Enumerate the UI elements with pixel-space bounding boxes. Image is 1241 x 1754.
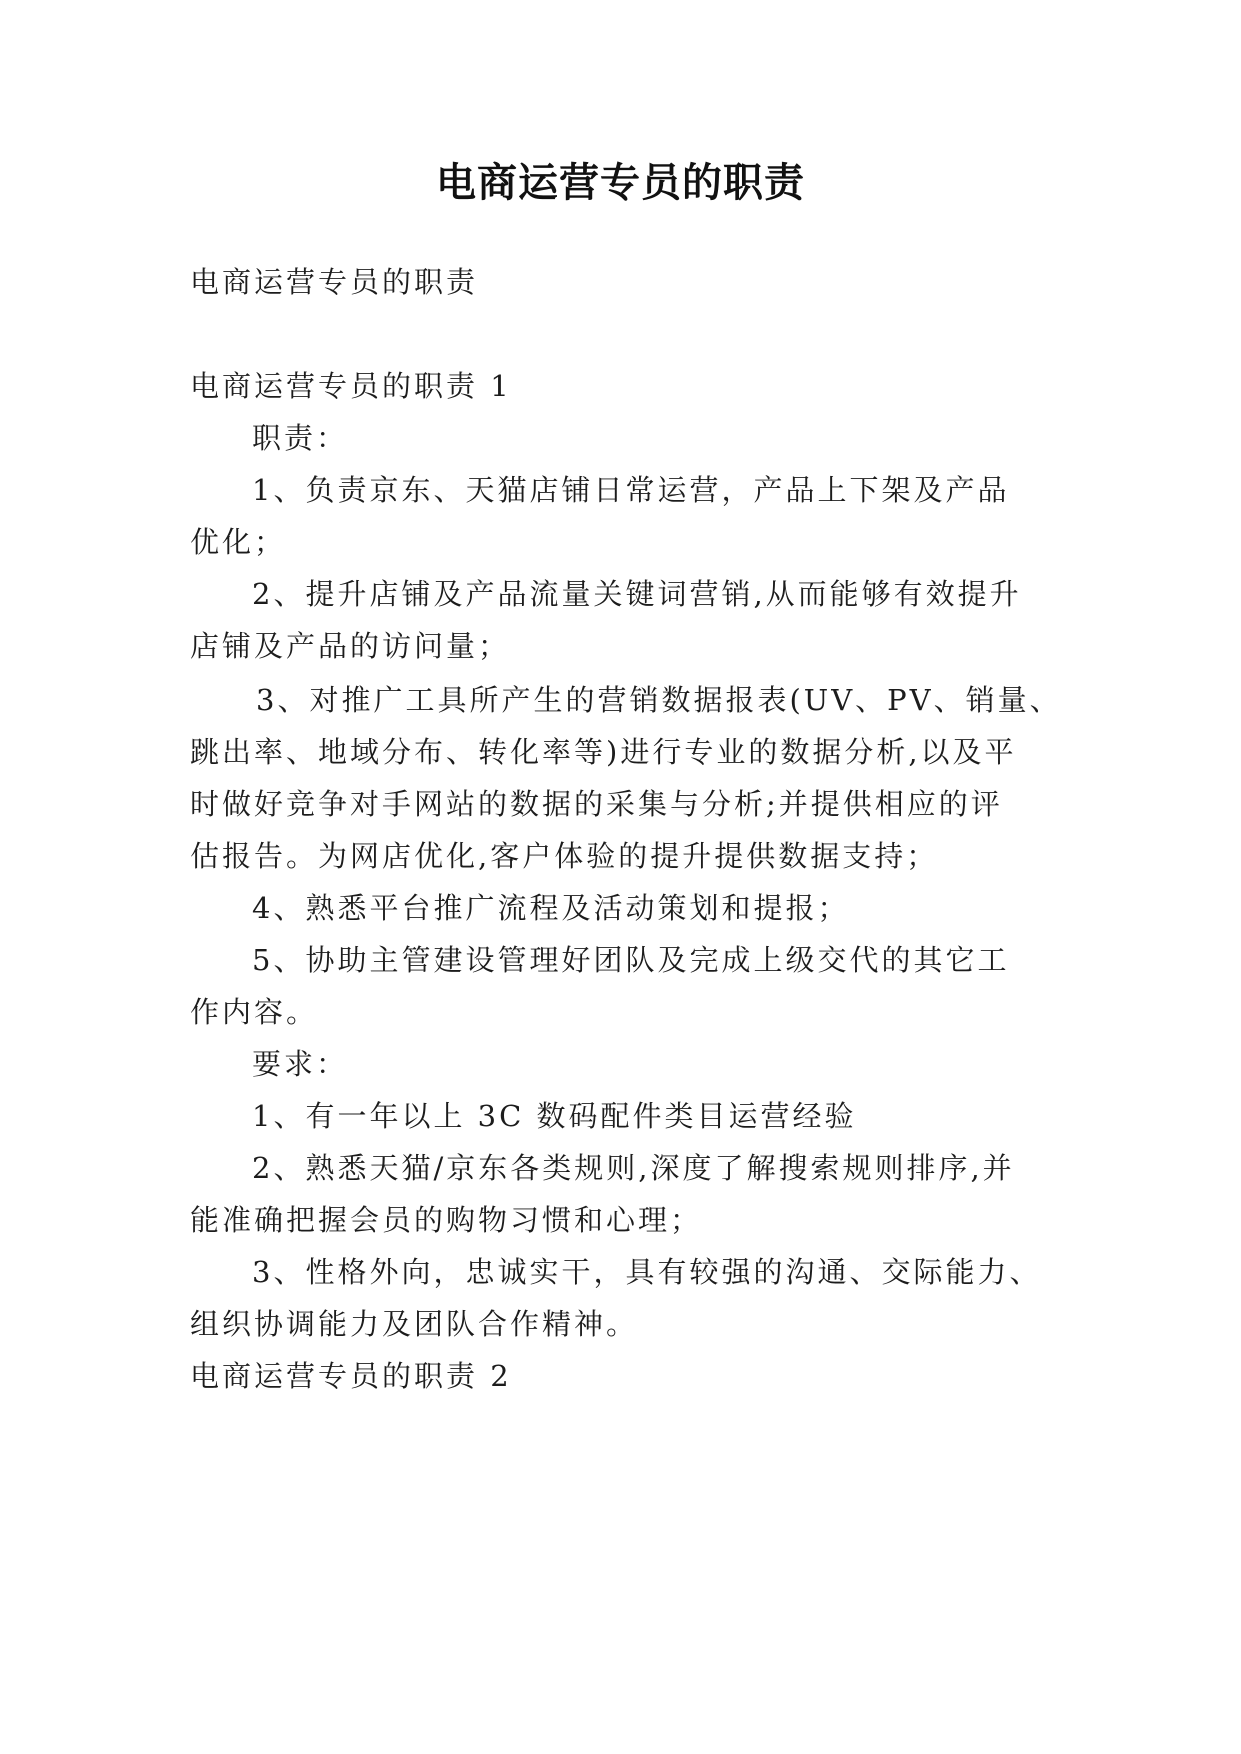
requirement-3-line-2: 组织协调能力及团队合作精神。 — [190, 1307, 639, 1341]
duty-1-line-2: 优化； — [190, 525, 287, 559]
document-subtitle: 电商运营专员的职责 — [190, 265, 479, 299]
duty-2-line-2: 店铺及产品的访问量； — [190, 629, 511, 663]
duty-3-line-1: 3、对推广工具所产生的营销数据报表(UV、PV、销量、 — [256, 683, 1062, 717]
duty-3-line-3: 时做好竞争对手网站的数据的采集与分析;并提供相应的评 — [190, 787, 1003, 821]
section-heading-2: 电商运营专员的职责 2 — [190, 1359, 512, 1393]
requirement-2-line-2: 能准确把握会员的购物习惯和心理； — [190, 1203, 703, 1237]
document-title: 电商运营专员的职责 — [436, 159, 805, 206]
duty-3-line-4: 估报告。为网店优化,客户体验的提升提供数据支持； — [190, 839, 939, 873]
duty-3-line-2: 跳出率、地域分布、转化率等)进行专业的数据分析,以及平 — [190, 735, 1017, 769]
duty-4-line-1: 4、熟悉平台推广流程及活动策划和提报； — [252, 891, 850, 925]
section-heading-1: 电商运营专员的职责 1 — [190, 369, 512, 403]
requirement-1-line-1: 1、有一年以上 3C 数码配件类目运营经验 — [252, 1099, 857, 1133]
duty-5-line-1: 5、协助主管建设管理好团队及完成上级交代的其它工 — [252, 943, 1010, 977]
duty-5-line-2: 作内容。 — [190, 995, 319, 1029]
duty-1-line-1: 1、负责京东、天猫店铺日常运营，产品上下架及产品 — [252, 473, 1010, 507]
duties-label: 职责： — [252, 421, 349, 455]
requirement-2-line-1: 2、熟悉天猫/京东各类规则,深度了解搜索规则排序,并 — [252, 1151, 1015, 1185]
requirements-label: 要求： — [252, 1047, 349, 1081]
requirement-3-line-1: 3、性格外向，忠诚实干，具有较强的沟通、交际能力、 — [252, 1255, 1042, 1289]
duty-2-line-1: 2、提升店铺及产品流量关键词营销,从而能够有效提升 — [252, 577, 1022, 611]
